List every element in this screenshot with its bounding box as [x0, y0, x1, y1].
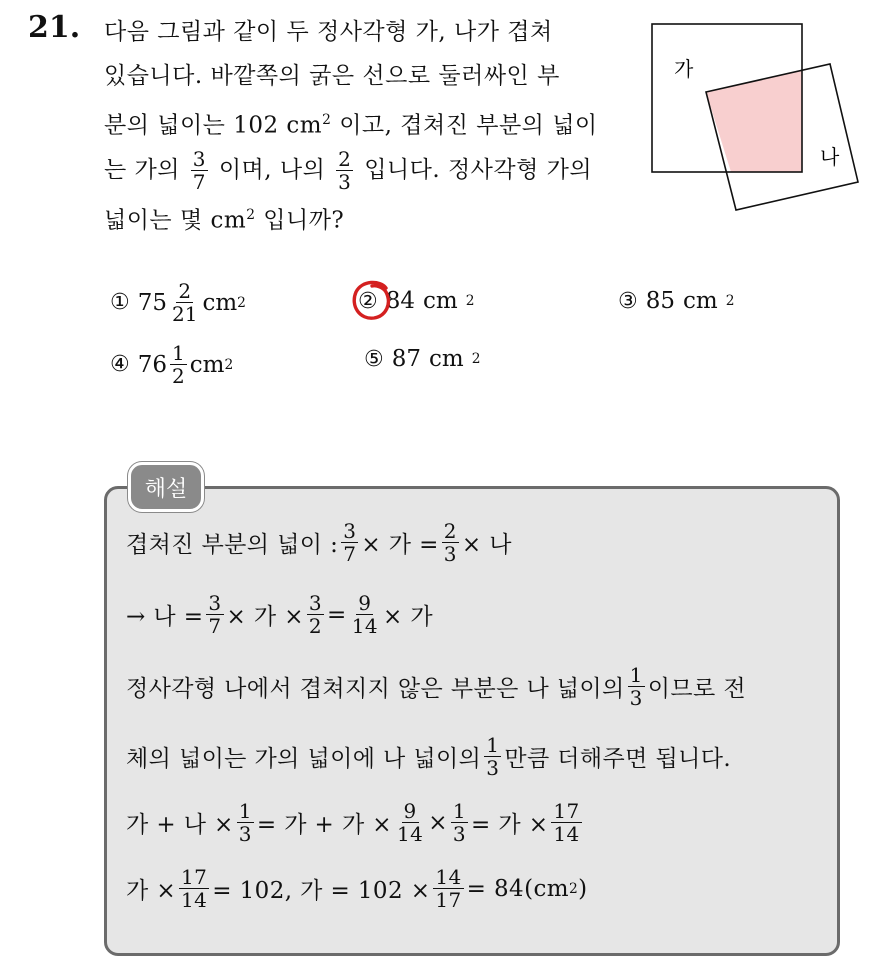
e6-frac-1: [179, 866, 209, 911]
e5-frac-2: [395, 800, 425, 845]
choice-4-sup: 2: [224, 356, 234, 373]
e2-b: × 가 ×: [226, 604, 304, 630]
e2-a: → 나 =: [126, 604, 204, 630]
frac-num: 1: [629, 663, 643, 687]
choice-4-mark: ④: [110, 352, 130, 377]
choice-3-value: 85: [645, 288, 676, 314]
choice-4-whole: 76: [137, 351, 168, 378]
q-l5-post: 입니까?: [255, 207, 345, 234]
q-l4-b: 이며, 나의: [218, 156, 326, 183]
choice-1-unit: cm: [202, 289, 238, 316]
e2-frac-2: [307, 592, 324, 637]
e1-text: 겹쳐진 부분의 넓이 :: [126, 532, 339, 558]
e6-c: = 84(cm: [466, 875, 569, 902]
e3-a: 정사각형 나에서 겹쳐지지 않은 부분은 나 넓이의: [126, 676, 625, 702]
choice-2[interactable]: [358, 288, 475, 314]
fraction-3-7: [191, 148, 208, 193]
e2-d: × 가: [382, 604, 433, 630]
e5-frac-4: [551, 800, 581, 845]
choice-4-fraction: [170, 342, 187, 387]
e5-frac-3: [451, 800, 468, 845]
e5-c: ×: [428, 809, 448, 836]
frac-num: 2: [178, 279, 192, 303]
choice-3-sup: 2: [725, 293, 735, 309]
frac-den: 3: [486, 756, 500, 780]
e1-frac-1: [341, 520, 358, 565]
frac-num: 3: [343, 519, 357, 543]
e5-d: = 가 ×: [471, 812, 549, 838]
frac-num: 9: [403, 799, 417, 823]
explanation-line-2: [126, 592, 433, 637]
e2-c: =: [327, 601, 347, 628]
frac-num: 3: [208, 591, 222, 615]
question-line-4: [104, 148, 624, 194]
frac-num: 2: [443, 519, 457, 543]
e5-a: 가 + 나 ×: [126, 812, 234, 838]
e6-b: = 102, 가 = 102 ×: [212, 878, 431, 904]
e6-frac-2: [433, 866, 463, 911]
frac-den: 3: [452, 822, 466, 846]
frac-den: 17: [435, 888, 462, 912]
e4-a: 체의 넓이는 가의 넓이에 나 넓이의: [126, 746, 482, 772]
q-l5-pre: 넓이는 몇 cm: [104, 207, 247, 234]
e1-frac-2: [442, 520, 459, 565]
e1-a: × 가 =: [361, 532, 439, 558]
choice-4-unit: cm: [189, 351, 225, 378]
explanation-line-1: [126, 520, 512, 565]
explanation-line-6: [126, 866, 588, 911]
explanation-line-3: [126, 664, 746, 709]
choice-1[interactable]: [110, 280, 246, 325]
label-ga: 가: [674, 57, 694, 81]
e5-b: = 가 + 가 ×: [256, 812, 392, 838]
frac-den: 14: [396, 822, 424, 846]
explanation-line-5: [126, 800, 585, 845]
question-line-5: [104, 193, 624, 243]
frac-den: 7: [192, 170, 207, 195]
question-number: 21.: [28, 10, 81, 45]
frac-den: 3: [443, 542, 457, 566]
question-line-2: 있습니다. 바깥쪽의 굵은 선으로 둘러싸인 부: [104, 63, 560, 89]
e1-b: × 나: [461, 532, 512, 558]
answer-choices: [110, 280, 850, 400]
frac-den: 14: [351, 614, 378, 638]
q-l3-pre: 분의 넓이는 102 cm: [104, 112, 323, 139]
choice-3-unit: cm: [683, 288, 718, 314]
frac-den: 3: [629, 686, 643, 710]
frac-num: 1: [172, 341, 185, 365]
question-text: [104, 10, 624, 243]
frac-den: 3: [338, 170, 352, 195]
explanation-line-4: [126, 734, 731, 779]
frac-den: 14: [553, 822, 580, 846]
choice-5[interactable]: [364, 346, 481, 372]
q-l4-c: 입니다. 정사각형 가의: [364, 156, 593, 183]
choice-3[interactable]: [618, 288, 735, 314]
frac-den: 3: [238, 822, 252, 846]
e5-frac-1: [237, 800, 254, 845]
e3-b: 이므로 전: [647, 676, 746, 702]
choice-1-whole: 75: [137, 289, 168, 316]
e4-b: 만큼 더해주면 됩니다.: [504, 746, 732, 772]
frac-den: 2: [172, 364, 185, 388]
frac-num: 1: [238, 799, 252, 823]
choice-5-unit: cm: [429, 346, 464, 372]
frac-den: 14: [181, 888, 208, 912]
frac-num: 3: [308, 591, 323, 615]
choice-2-mark: ②: [358, 289, 378, 314]
frac-num: 2: [338, 147, 352, 172]
choice-5-sup: 2: [471, 351, 481, 367]
choice-5-mark: ⑤: [364, 346, 384, 372]
label-na: 나: [820, 145, 840, 169]
q-l3-sup: 2: [322, 112, 332, 128]
choice-4[interactable]: [110, 342, 233, 387]
q-l3-post: 이고, 겹쳐진 부분의 넓이: [331, 112, 598, 139]
choice-2-unit: cm: [423, 288, 458, 314]
question-line-3: [104, 98, 624, 148]
question-line-1: 다음 그림과 같이 두 정사각형 가, 나가 겹쳐: [104, 19, 553, 45]
q-l5-sup: 2: [246, 207, 256, 224]
frac-num: 3: [192, 147, 207, 172]
frac-num: 1: [486, 733, 500, 757]
explanation-tab: 해설: [128, 462, 204, 512]
frac-num: 17: [181, 865, 208, 889]
frac-den: 7: [208, 614, 222, 638]
q-l4-a: 는 가의: [104, 156, 180, 183]
e6-sup: 2: [568, 880, 579, 897]
choice-1-fraction: [170, 280, 199, 325]
choice-1-sup: 2: [237, 294, 246, 311]
frac-num: 14: [435, 865, 462, 889]
frac-num: 17: [553, 799, 580, 823]
choice-1-mark: ①: [110, 290, 130, 315]
e4-frac: [484, 734, 501, 779]
e6-d: ): [578, 875, 588, 902]
frac-den: 7: [343, 542, 357, 566]
e2-frac-3: [350, 592, 380, 637]
choice-3-mark: ③: [618, 288, 638, 314]
overlap-region: [706, 70, 802, 172]
overlapping-squares-figure: [640, 10, 880, 220]
fraction-2-3: [336, 148, 353, 193]
e6-a: 가 ×: [126, 878, 177, 904]
choice-5-value: 87: [391, 346, 422, 372]
e3-frac: [628, 664, 645, 709]
frac-den: 2: [308, 614, 323, 638]
frac-den: 21: [172, 302, 198, 326]
choice-2-sup: 2: [465, 293, 475, 309]
frac-num: 9: [358, 591, 372, 615]
choice-2-mark-wrap: [358, 288, 378, 314]
choice-2-value: 84: [385, 288, 416, 314]
frac-num: 1: [452, 799, 466, 823]
e2-frac-1: [206, 592, 223, 637]
